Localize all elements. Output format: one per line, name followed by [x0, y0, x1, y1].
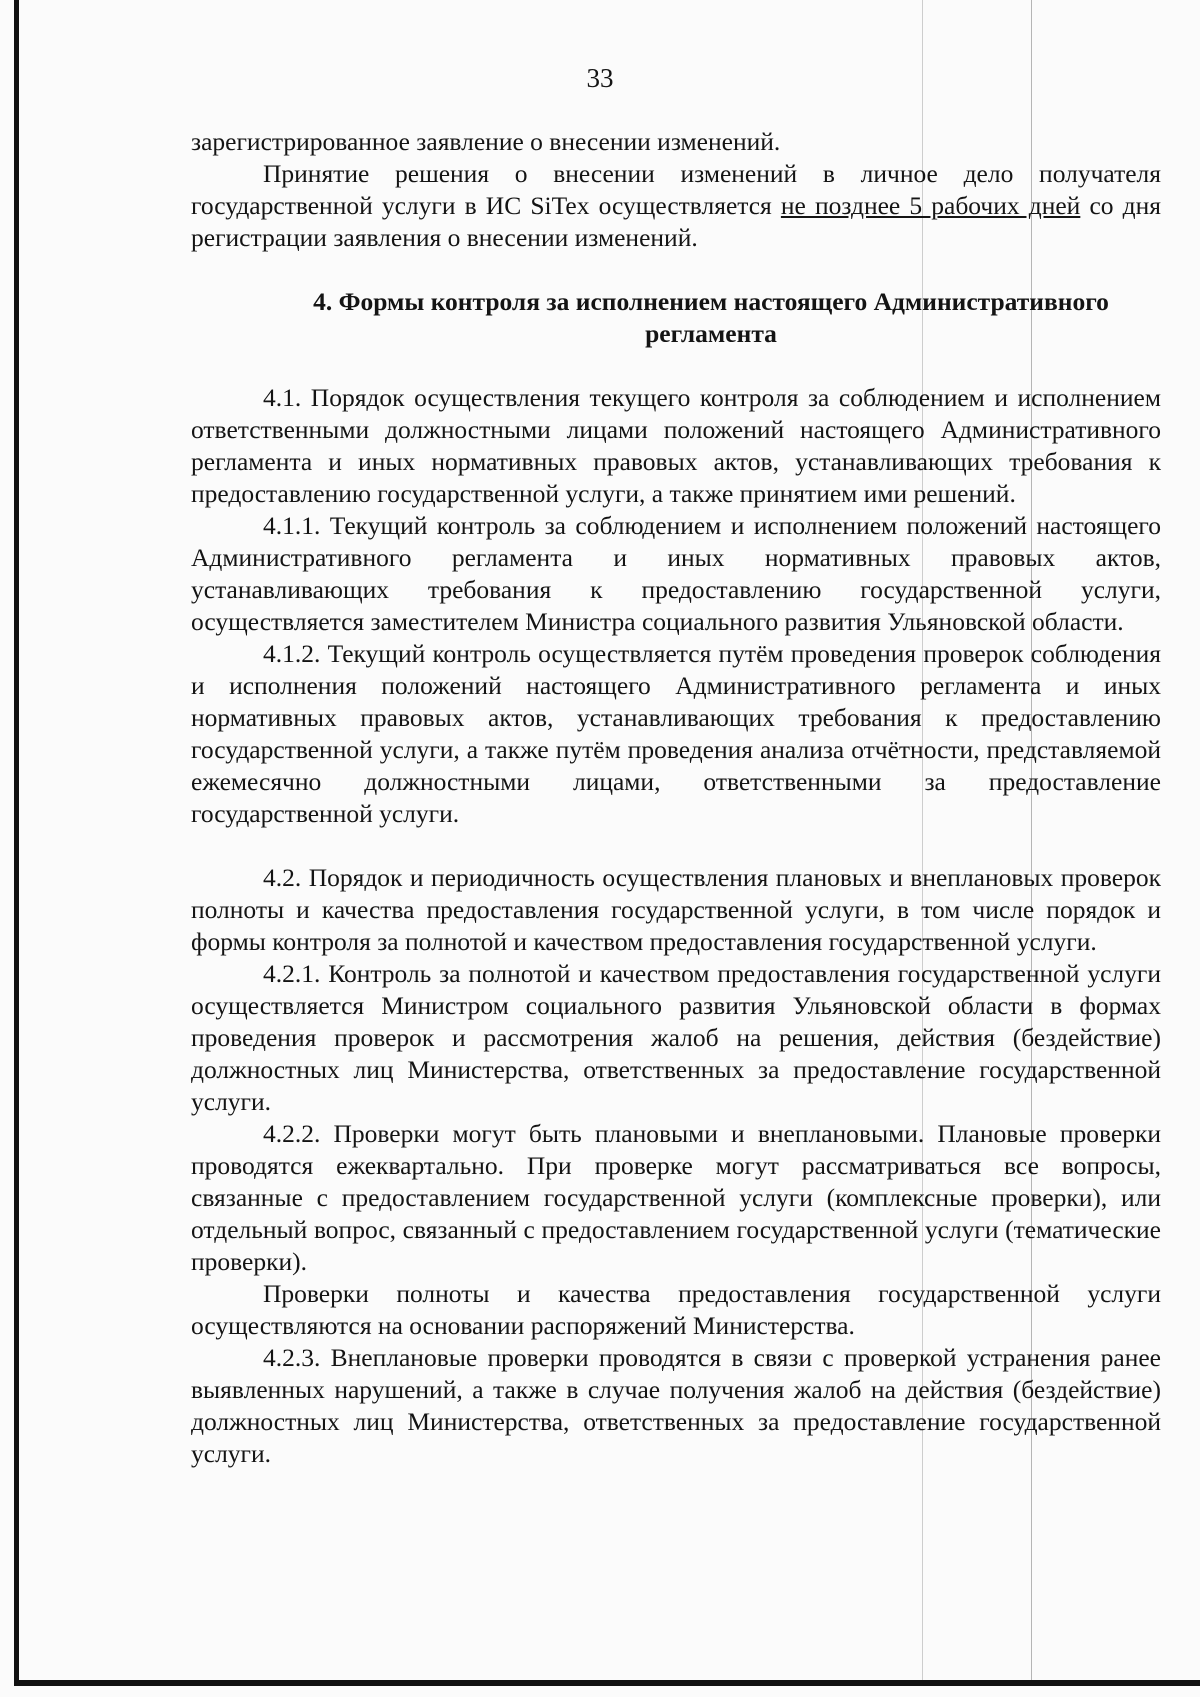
- page-border-bottom: [14, 1680, 1200, 1686]
- page-number: 33: [586, 63, 614, 93]
- paragraph-4-2: 4.2. Порядок и периодичность осуществления плановых и внеплановых проверок полноты и качества предоставления государственной услуги, в том числе порядок и формы контроля за полнотой и качеством предоставления государственной услуги.: [191, 863, 1161, 956]
- paragraph-inspections-basis: Проверки полноты и качества предоставления государственной услуги осуществляются на основании распоряжений Министерства.: [191, 1279, 1161, 1340]
- paragraph-decision-deadline: [191, 158, 1161, 254]
- paragraph-continuation: зарегистрированное заявление о внесении изменений.: [191, 127, 781, 156]
- paragraph-4-2-1: 4.2.1. Контроль за полнотой и качеством предоставления государственной услуги осуществляется Министром социального развития Ульяновской области в формах проведения проверок и рассмотрения жалоб на решения, действия (бездействие) должностных лиц Министерства, ответственных за предоставление государственной услуги.: [191, 959, 1161, 1116]
- underlined-deadline: не позднее 5 рабочих дней: [780, 191, 1081, 220]
- paragraph-4-1-2: 4.1.2. Текущий контроль осуществляется путём проведения проверок соблюдения и исполнения положений настоящего Административного регламента и иных нормативных правовых актов, устанавливающих требования к предоставлению государственной услуги, а также путём проведения анализа отчётности, представляемой ежемесячно должностными лицами, ответственными за предоставление государственной услуги.: [191, 639, 1161, 828]
- document-body: [191, 126, 1161, 1470]
- paragraph-text: Принятие решения о внесении изменений в личное дело получателя государственной услуги в ИС SiTex осуществляется: [191, 159, 1161, 220]
- paragraph-4-1: 4.1. Порядок осуществления текущего контроля за соблюдением и исполнением ответственными должностными лицами положений настоящего Административного регламента и иных нормативных правовых актов, устанавливающих требования к предоставлению государственной услуги, а также принятием ими решений.: [191, 383, 1161, 508]
- paragraph-4-1-1: 4.1.1. Текущий контроль за соблюдением и исполнением положений настоящего Административного регламента и иных нормативных правовых актов, устанавливающих требования к предоставлению государственной услуги, осуществляется заместителем Министра социального развития Ульяновской области.: [191, 511, 1161, 636]
- page-border-left: [14, 0, 19, 1686]
- paragraph-4-2-2: 4.2.2. Проверки могут быть плановыми и внеплановыми. Плановые проверки проводятся ежеквартально. При проверке могут рассматриваться все вопросы, связанные с предоставлением государственной услуги (комплексные проверки), или отдельный вопрос, связанный с предоставлением государственной услуги (тематические проверки).: [191, 1119, 1161, 1276]
- section-heading: 4. Формы контроля за исполнением настоящего Административного регламента: [313, 287, 1109, 348]
- paragraph-text: со дня регистрации заявления о внесении изменений.: [191, 191, 1161, 252]
- paragraph-4-2-3: 4.2.3. Внеплановые проверки проводятся в связи с проверкой устранения ранее выявленных нарушений, а также в случае получения жалоб на действия (бездействие) должностных лиц Министерства, ответственных за предоставление государственной услуги.: [191, 1343, 1161, 1468]
